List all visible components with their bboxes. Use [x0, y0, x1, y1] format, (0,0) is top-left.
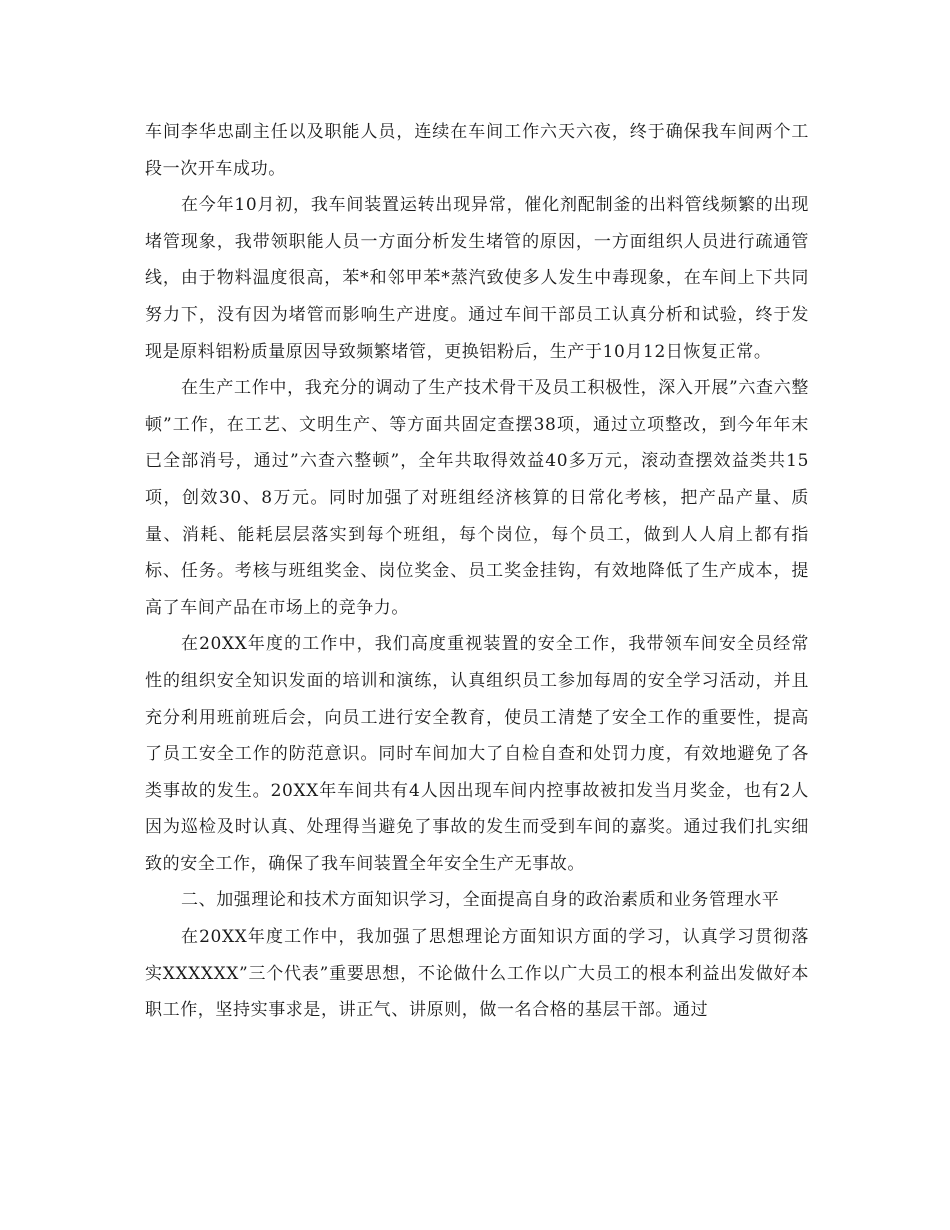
document-body: [145, 114, 809, 1029]
paragraph-continuation: 车间李华忠副主任以及职能人员，连续在车间工作六天六夜，终于确保我车间两个工段一次开车成功。: [145, 122, 809, 179]
paragraph-theory-study: 在20XX年度工作中，我加强了思想理论方面知识方面的学习，认真学习贯彻落实XXXXXX”三个代表”重要思想，不论做什么工作以广大员工的根本利益出发做好本职工作，坚持实事求是，讲正气、讲原则，做一名合格的基层干部。通过: [145, 927, 809, 1021]
section-heading-2: 二、加强理论和技术方面知识学习，全面提高自身的政治素质和业务管理水平: [181, 890, 780, 911]
paragraph-pipeline-blockage: 在今年10月初，我车间装置运转出现异常，催化剂配制釜的出料管线频繁的出现堵管现象，我带领职能人员一方面分析发生堵管的原因，一方面组织人员进行疏通管线，由于物料温度很高，苯*和邻甲苯*蒸汽致使多人发生中毒现象，在车间上下共同努力下，没有因为堵管而影响生产进度。通过车间干部员工认真分析和试验，终于发现是原料铝粉质量原因导致频繁堵管，更换铝粉后，生产于10月12日恢复正常。: [145, 195, 809, 362]
paragraph-production-work: 在生产工作中，我充分的调动了生产技术骨干及员工积极性，深入开展”六查六整顿”工作，在工艺、文明生产、等方面共固定查摆38项，通过立项整改，到今年年末已全部消号，通过”六查六整顿”，全年共取得效益40多万元，滚动查摆效益类共15项，创效30、8万元。同时加强了对班组经济核算的日常化考核，把产品产量、质量、消耗、能耗层层落实到每个班组，每个岗位，每个员工，做到人人肩上都有指标、任务。考核与班组奖金、岗位奖金、员工奖金挂钩，有效地降低了生产成本，提高了车间产品在市场上的竞争力。: [145, 378, 809, 618]
paragraph-safety-work: 在20XX年度的工作中，我们高度重视装置的安全工作，我带领车间安全员经常性的组织安全知识发面的培训和演练，认真组织员工参加每周的安全学习活动，并且充分利用班前班后会，向员工进行安全教育，使员工清楚了安全工作的重要性，提高了员工安全工作的防范意识。同时车间加大了自检自查和处罚力度，有效地避免了各类事故的发生。20XX年车间共有4人因出现车间内控事故被扣发当月奖金，也有2人因为巡检及时认真、处理得当避免了事故的发生而受到车间的嘉奖。通过我们扎实细致的安全工作，确保了我车间装置全年安全生产无事故。: [145, 634, 809, 874]
